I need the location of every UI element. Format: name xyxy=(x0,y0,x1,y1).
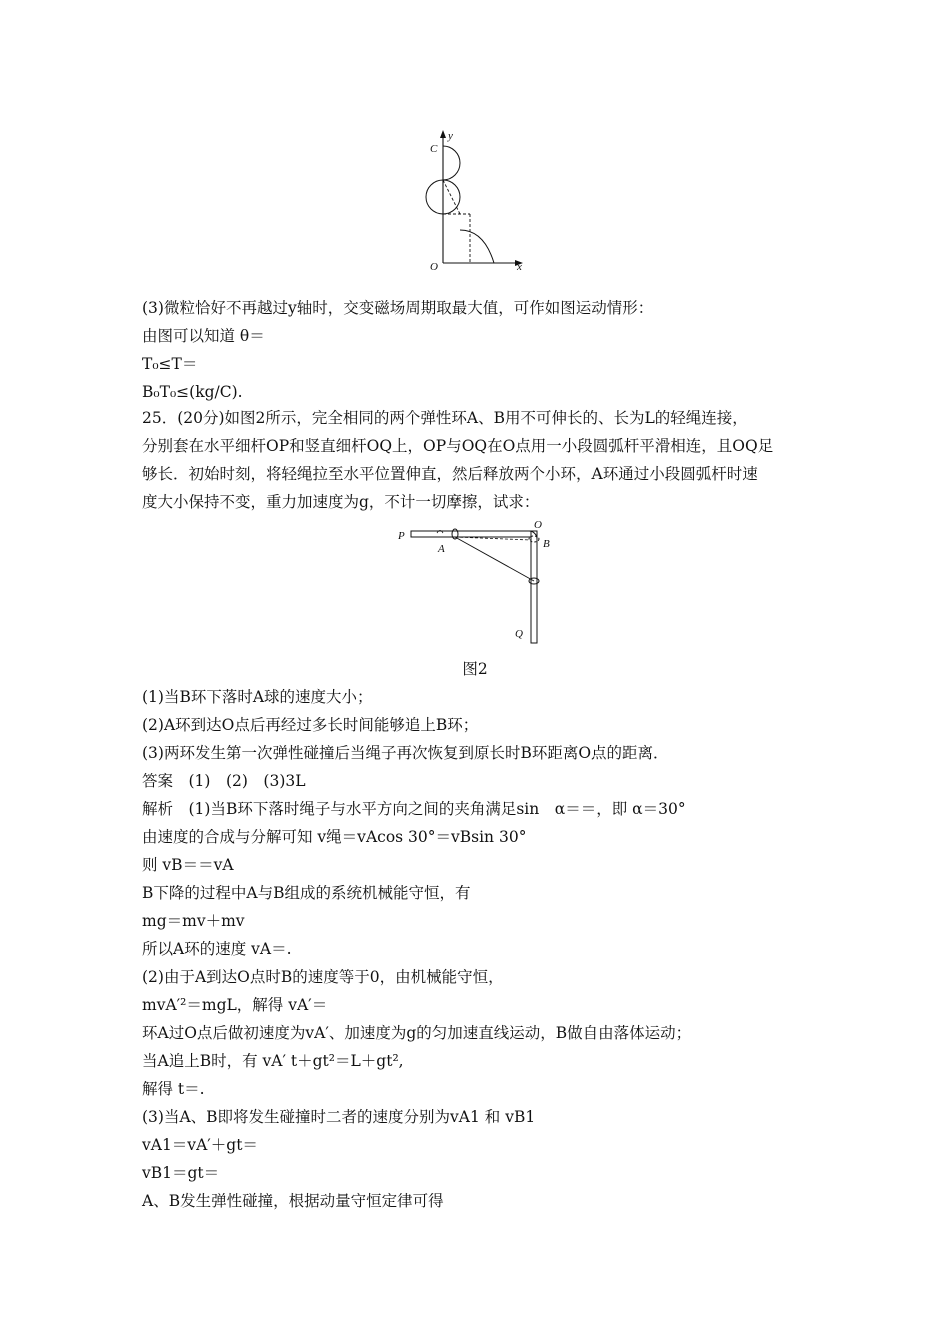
question-line: (1)当B环下落时A球的速度大小； xyxy=(142,688,373,706)
analysis-line: vB1＝gt＝ xyxy=(142,1164,220,1182)
o-label: O xyxy=(430,261,438,273)
analysis-line: vA1＝vA′＋gt＝ xyxy=(142,1136,258,1154)
rods-figure xyxy=(393,518,563,648)
c-label: C xyxy=(430,143,438,155)
lower-arc-path xyxy=(460,230,494,263)
solution-line: (3)微粒恰好不再越过y轴时，交变磁场周期取最大值，可作如图运动情形： xyxy=(142,299,654,317)
problem-text-line: 25．(20分)如图2所示，完全相同的两个弹性环A、B用不可伸长的、长为L的轻绳连接， xyxy=(142,409,748,427)
a-label: A xyxy=(438,543,445,555)
question-line: (2)A环到达O点后再经过多长时间能够追上B环； xyxy=(142,716,479,734)
solution-line: 由图可以知道 θ＝ xyxy=(142,327,265,345)
solution-line: T₀≤T＝ xyxy=(142,355,198,373)
problem-text-line: 够长．初始时刻，将轻绳拉至水平位置伸直，然后释放两个小环，A环通过小段圆弧杆时速 xyxy=(142,465,758,483)
answer-line: 答案 (1) (2) (3)3L xyxy=(142,772,306,790)
analysis-line: 解得 t＝. xyxy=(142,1080,205,1098)
rope xyxy=(455,537,534,581)
question-line: (3)两环发生第一次弹性碰撞后当绳子再次恢复到原长时B环距离O点的距离． xyxy=(142,744,669,762)
q-label: Q xyxy=(515,628,523,640)
analysis-line: (3)当A、B即将发生碰撞时二者的速度分别为vA1 和 vB1 xyxy=(142,1108,536,1126)
analysis-line: 当A追上B时，有 vA′ t＋gt²＝L＋gt², xyxy=(142,1052,404,1070)
analysis-line: 由速度的合成与分解可知 v绳＝vAcos 30°＝vBsin 30° xyxy=(142,828,527,846)
b-label: B xyxy=(543,538,550,550)
solution-line: B₀T₀≤(kg/C). xyxy=(142,383,243,401)
analysis-line: 环A过O点后做初速度为vA′、加速度为g的匀加速直线运动，B做自由落体运动； xyxy=(142,1024,692,1042)
analysis-line: 解析 (1)当B环下落时绳子与水平方向之间的夹角满足sin α＝＝，即 α＝30° xyxy=(142,800,686,818)
problem-text-line: 度大小保持不变，重力加速度为g，不计一切摩擦，试求： xyxy=(142,493,540,511)
o-label: O xyxy=(534,519,542,531)
trajectory-figure xyxy=(415,128,535,273)
x-label: x xyxy=(517,261,522,273)
figure-caption: 图2 xyxy=(462,660,488,678)
dashed-chord xyxy=(443,180,460,214)
analysis-line: 则 vB＝＝vA xyxy=(142,856,234,874)
y-axis-arrow xyxy=(440,130,446,138)
problem-text-line: 分别套在水平细杆OP和竖直细杆OQ上，OP与OQ在O点用一小段圆弧杆平滑相连，且OQ足 xyxy=(142,437,774,455)
p-label: P xyxy=(398,530,405,542)
analysis-line: mg＝mv＋mv xyxy=(142,912,245,930)
vertical-rod xyxy=(531,531,537,643)
analysis-line: mvA′²＝mgL，解得 vA′＝ xyxy=(142,996,328,1014)
analysis-line: 所以A环的速度 vA＝. xyxy=(142,940,292,958)
horizontal-rod xyxy=(411,531,531,537)
analysis-line: (2)由于A到达O点时B的速度等于0，由机械能守恒， xyxy=(142,968,504,986)
analysis-line: B下降的过程中A与B组成的系统机械能守恒，有 xyxy=(142,884,471,902)
analysis-line: A、B发生弹性碰撞，根据动量守恒定律可得 xyxy=(142,1192,444,1210)
y-label: y xyxy=(448,130,453,142)
